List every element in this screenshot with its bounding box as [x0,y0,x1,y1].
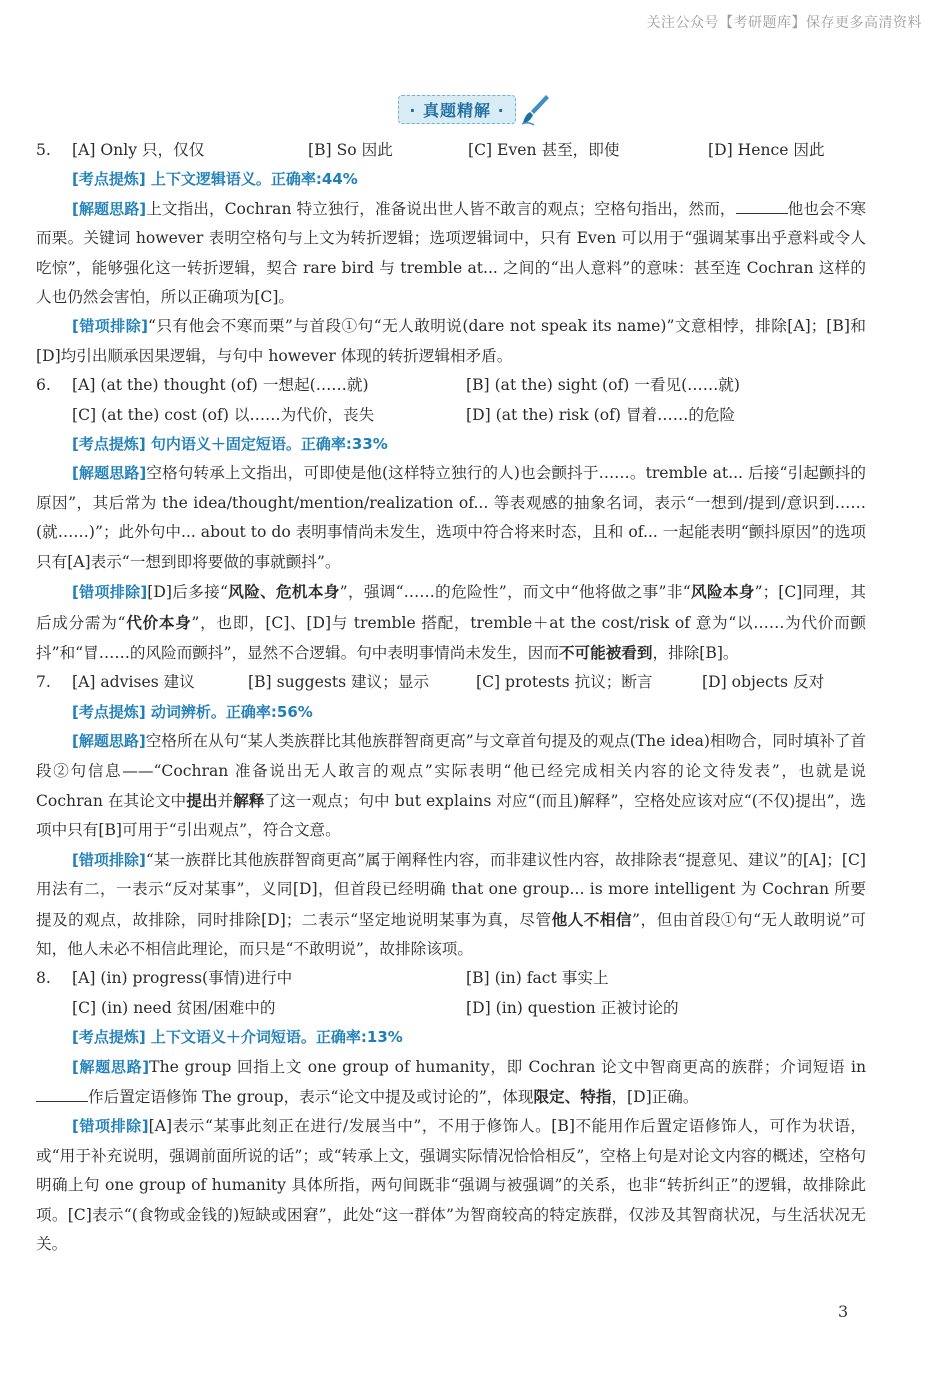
option-d: [D] (in) question 正被讨论的 [466,998,679,1017]
question-number: 5. [36,141,51,159]
elimination-tag: [错项排除] [72,583,148,602]
elimination-paragraph [36,577,866,668]
option-b: [B] (at the) sight (of) 一看见(……就) [466,376,741,395]
solution-text: ，[D]正确。 [611,1088,699,1106]
elimination-text: “只有他会不寒而栗”与首段①句“无人敢明说(dare not speak its name)”文意相悖，排除[A]；[B]和[D]均引出顺承因果逻辑，与句中 however 体现的转折逻辑相矛盾。 [36,317,866,365]
key-point-tag: [考点提炼] 动词辨析。正确率:56% [72,702,313,721]
section-title: · 真题精解 · [398,95,515,124]
emphasis-text: 他人不相信 [551,909,633,929]
question-number: 7. [36,673,51,692]
q8-options-row2 [36,994,866,1023]
key-point [36,698,866,727]
solution-paragraph [36,727,866,846]
option-b: [B] So 因此 [308,141,393,159]
solution-text: 上文指出，Cochran 特立独行，准备说出世人皆不敢言的观点；空格句指出，然而， [146,199,736,218]
emphasis-text: 风险、危机本身 [227,582,340,602]
elimination-tag: [错项排除] [72,317,149,336]
solution-paragraph [36,1053,866,1113]
emphasis-text: 代价本身 [125,612,192,632]
solution-text: 了这一观点；句中 but explains 对应“(而且)解释”，空格处应该对应“(不仅)提出”，选项中只有[B]可用于“引出观点”，符合文意。 [36,791,866,840]
q8-options-row1 [36,964,866,993]
option-b: [B] suggests 建议；显示 [248,673,430,692]
elimination-text: ”，也即，[C]、[D]与 tremble 搭配，tremble＋at the cost/risk of 意为“以……为代价而颤抖”和“冒……的风险而颤抖”，显然不合逻辑。句中表明事情尚未发生，因而 [36,613,866,662]
brush-icon [520,92,552,126]
solution-tag: [解题思路] [72,1057,150,1076]
solution-text: 并 [217,791,234,810]
solution-tag: [解题思路] [72,199,147,218]
emphasis-text: 风险本身 [690,582,755,602]
elimination-text: ，排除[B]。 [652,643,739,662]
emphasis-text: 解释 [233,790,265,810]
emphasis-text: 提出 [186,790,218,810]
elimination-text: ”，但由首段①句“无人敢明说”可知，他人未必不相信此理论，而只是“不敢明说”，故排除该项。 [36,910,866,958]
elimination-text: ”，强调“……的危险性”，而文中“他将做之事”非“ [339,583,691,602]
page-number: 3 [838,1302,849,1321]
option-a: [A] advises 建议 [72,673,195,692]
option-c: [C] Even 甚至，即使 [468,141,620,159]
section-header [0,92,950,126]
solution-paragraph [36,195,866,313]
emphasis-text: 不可能被看到 [558,642,653,662]
key-point-tag: [考点提炼] 上下文逻辑语义。正确率:44% [72,170,358,189]
option-a: [A] (in) progress(事情)进行中 [72,969,293,988]
solution-text: 他也会不寒而栗。关键词 however 表明空格句与上文为转折逻辑；选项逻辑词中，只有 Even 可以用于“强调某事出乎意料或令人吃惊”，能够强化这一转折逻辑，契合 rare bird 与 tremble at... 之间的“出人意料”的意味：甚至连 Cochran 这样的人也仍然会害怕，所以正确项为[C]。 [36,199,866,307]
option-d: [D] objects 反对 [702,673,825,692]
solution-text: 空格句转承上文指出，可即使是他(这样特立独行的人)也会颤抖于……。tremble at... 后接“引起颤抖的原因”，其后常为 the idea/thought/mention/realization of... 等表观感的抽象名词，表示“一想到/提到/意识到……(就……)”；此外句中... about to do 表明事情尚未发生，选项中符合将来时态，且和 of... 一起能表明“颤抖原因”的选项只有[A]表示“一想到即将要做的事就颤抖”。 [36,464,866,571]
solution-paragraph [36,459,866,577]
answer-blank [36,1087,88,1102]
solution-tag: [解题思路] [72,732,146,751]
option-a: [A] Only 只，仅仅 [72,141,205,159]
q7-options [36,668,866,697]
page-content [36,136,866,1259]
elimination-text: [D]后多接“ [147,583,228,602]
option-d: [D] (at the) risk (of) 冒着……的危险 [466,405,736,424]
key-point-tag: [考点提炼] 句内语义＋固定短语。正确率:33% [72,435,388,454]
q6-options-row1 [36,371,866,400]
watermark: 关注公众号【考研题库】保存更多高清资料 [646,15,922,31]
question-number: 6. [36,376,51,395]
solution-text: 空格所在从句“某人类族群比其他族群智商更高”与文章首句提及的观点(The idea)相吻合，同时填补了首段②句信息——“Cochran 准备说出无人敢言的观点”实际表明“他已经完成相关内容的论文待发表”，也就是说 Cochran 在其论文中 [36,732,866,810]
key-point-tag: [考点提炼] 上下文语义＋介词短语。正确率:13% [72,1028,403,1047]
option-c: [C] protests 抗议；断言 [476,673,653,692]
solution-text: The group 回指上文 one group of humanity，即 Cochran 论文中智商更高的族群；介词短语 in [149,1057,867,1076]
q6-options-row2 [36,401,866,430]
elimination-paragraph [36,1112,866,1259]
option-a: [A] (at the) thought (of) 一想起(……就) [72,376,369,395]
q5-options [36,136,866,165]
question-number: 8. [36,969,51,988]
solution-text: 作后置定语修饰 The group，表示“论文中提及或讨论的”，体现 [88,1088,534,1106]
option-b: [B] (in) fact 事实上 [466,969,609,988]
option-c: [C] (in) need 贫困/困难中的 [72,998,276,1017]
elimination-tag: [错项排除] [72,850,146,869]
elimination-text: “某一族群比其他族群智商更高”属于阐释性内容，而非建议性内容，故排除表“提意见、建议”的[A]；[C]用法有二，一表示“反对某事”，义同[D]，但首段已经明确 that one group... is more intelligent 为 Cochran 所要提及的观点，故排除，同时排除[D]；二表示“坚定地说明某事为真，尽管 [36,850,866,929]
elimination-paragraph [36,846,866,965]
emphasis-text: 限定、特指 [533,1087,612,1106]
key-point [36,1023,866,1052]
option-d: [D] Hence 因此 [708,141,825,159]
option-c: [C] (at the) cost (of) 以……为代价，丧失 [72,405,375,424]
elimination-paragraph [36,312,866,371]
solution-tag: [解题思路] [72,464,147,483]
elimination-tag: [错项排除] [72,1117,149,1136]
key-point [36,430,866,459]
elimination-text: [A]表示“某事此刻正在进行/发展当中”，不用于修饰人。[B]不能用作后置定语修饰人，可作为状语，或“用于补充说明，强调前面所说的话”；或“转承上文，强调实际情况恰恰相反”，空格上句是对论文内容的概述，空格句明确上句 one group of humanity 具体所指，两句间既非“强调与被强调”的关系，也非“转折纠正”的逻辑，故排除此项。[C]表示“(食物或金钱的)短缺或困窘”，此处“这一群体”为智商较高的特定族群，仅涉及其智商状况，与生活状况无关。 [36,1117,866,1254]
key-point [36,165,866,194]
answer-blank [736,199,788,214]
elimination-text: ”；[C]同理，其后成分需为“ [36,583,866,632]
